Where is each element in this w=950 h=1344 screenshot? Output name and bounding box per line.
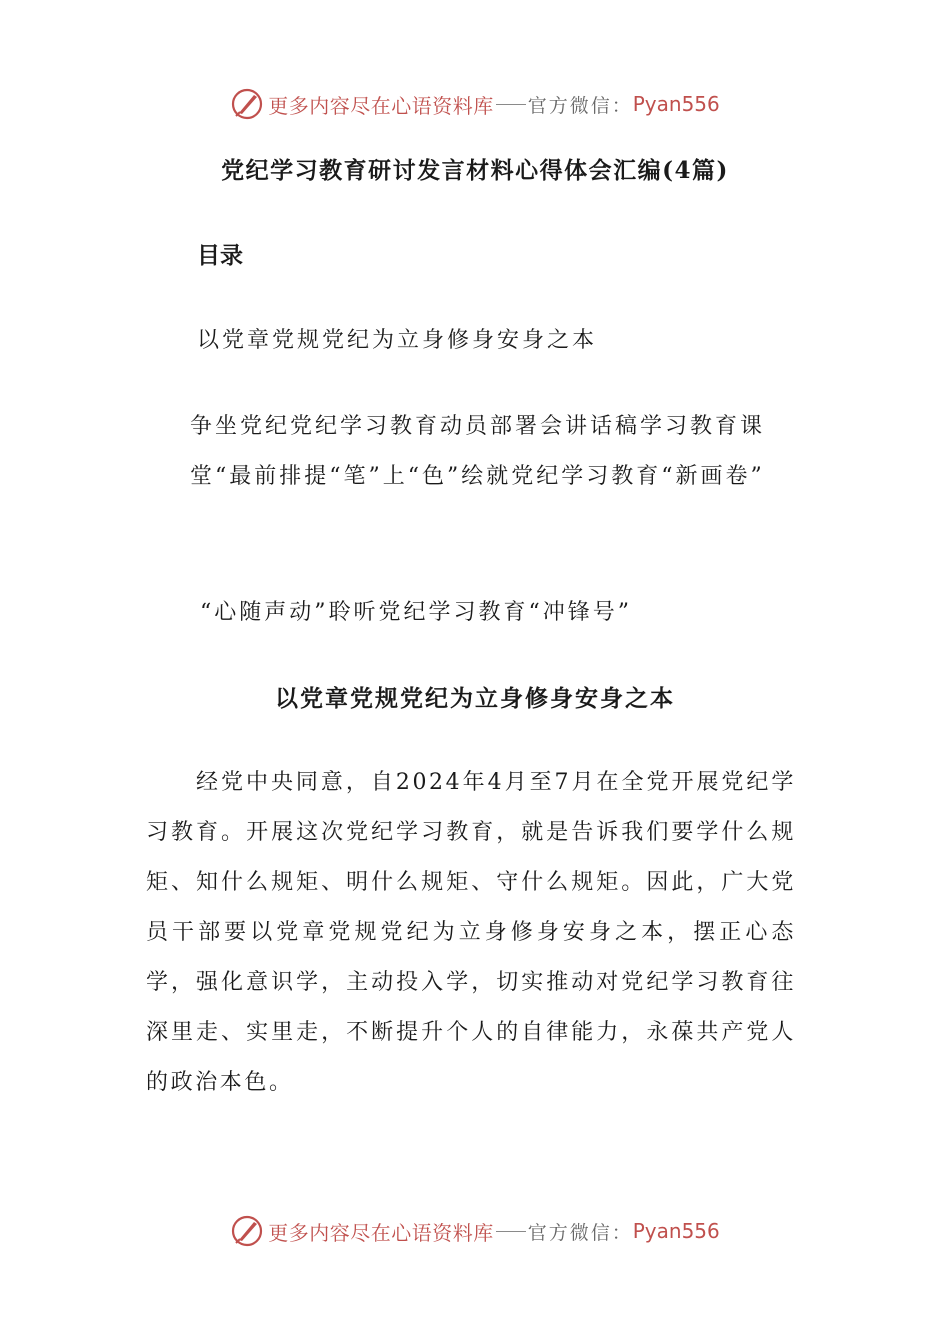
document-title: 党纪学习教育研讨发言材料心得体会汇编(4篇) bbox=[221, 157, 729, 184]
brand-text: 更多内容尽在心语资料库 bbox=[268, 93, 494, 118]
separator-dash bbox=[496, 1231, 526, 1232]
quill-pen-circle-icon bbox=[230, 87, 264, 121]
footer-watermark-banner bbox=[0, 1211, 950, 1251]
toc-heading: 目录 bbox=[197, 243, 243, 269]
wechat-label: 官方微信： bbox=[527, 1221, 633, 1244]
wechat-id: Pyan556 bbox=[632, 92, 720, 116]
separator-dash bbox=[496, 104, 526, 105]
toc-item: 以党章党规党纪为立身修身安身之本 bbox=[197, 328, 598, 353]
section-title: 以党章党规党纪为立身修身安身之本 bbox=[275, 685, 675, 712]
quill-pen-circle-icon bbox=[230, 1214, 264, 1248]
wechat-id: Pyan556 bbox=[632, 1219, 720, 1243]
wechat-label: 官方微信： bbox=[527, 94, 633, 117]
body-paragraph: 经党中央同意，自2024年4月至7月在全党开展党纪学习教育。开展这次党纪学习教育，就是告诉我们要学什么规矩、知什么规矩、明什么规矩、守什么规矩。因此，广大党员干部要以党章党规党纪为立身修身安身之本，摆正心态学，强化意识学，主动投入学，切实推动对党纪学习教育往深里走、实里走，不断提升个人的自律能力，永葆共产党人的政治本色。 bbox=[146, 770, 796, 1095]
toc-item: 争坐党纪党纪学习教育动员部署会讲话稿学习教育课堂“最前排提“笔”上“色”绘就党纪学习教育“新画卷” bbox=[190, 414, 766, 489]
toc-item: “心随声动”聆听党纪学习教育“冲锋号” bbox=[200, 600, 632, 625]
header-watermark-banner bbox=[0, 84, 950, 124]
brand-text: 更多内容尽在心语资料库 bbox=[268, 1220, 494, 1245]
